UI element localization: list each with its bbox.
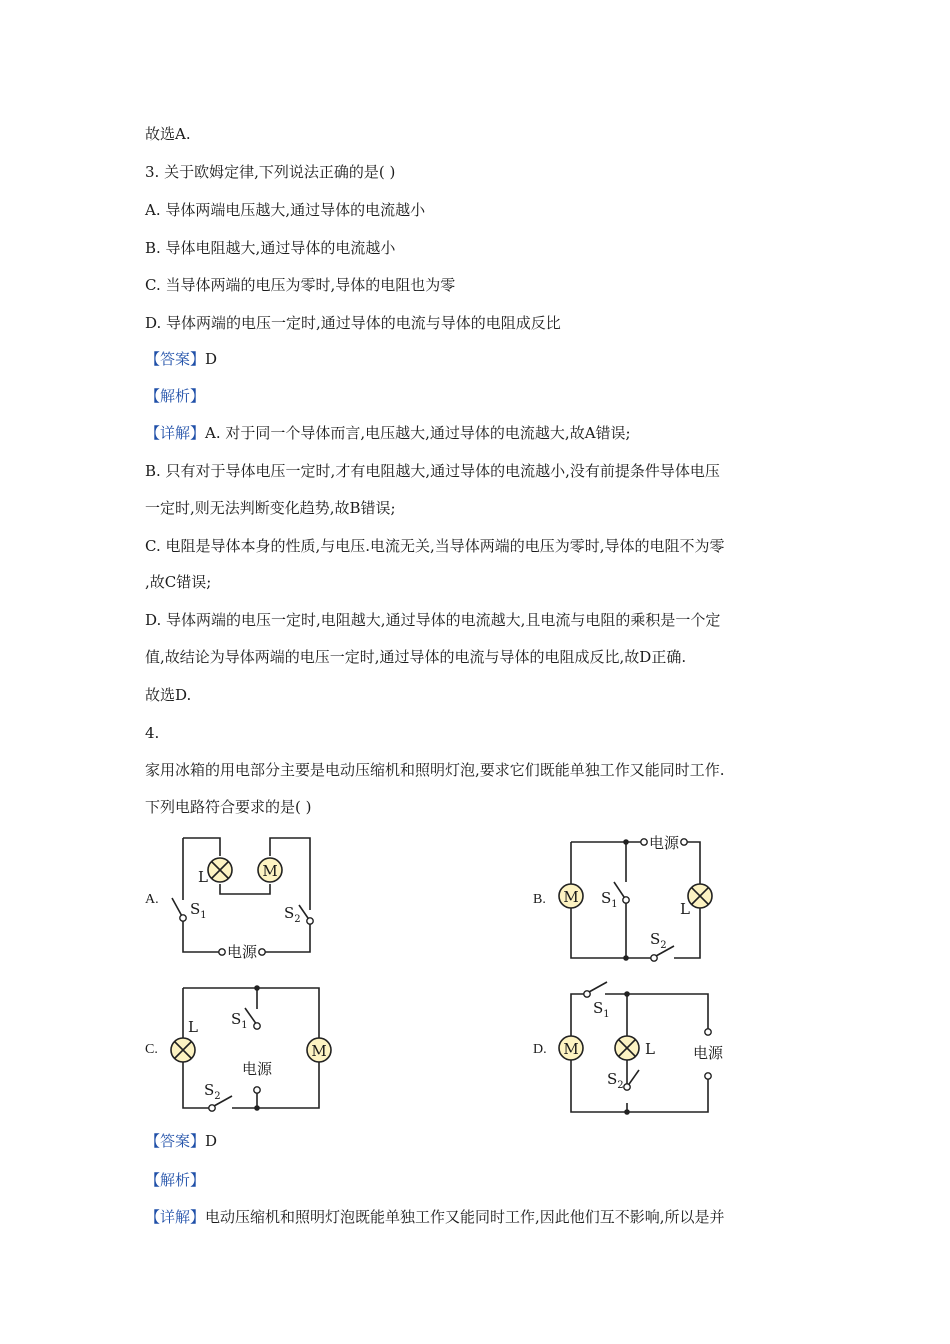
lamp-label: L bbox=[188, 1018, 198, 1036]
option-a: A. 导体两端电压越大,通过导体的电流越小 bbox=[145, 201, 426, 219]
answer-2 bbox=[145, 1131, 217, 1151]
answer-value: D bbox=[205, 350, 218, 368]
switch-1-letter: S bbox=[593, 999, 604, 1017]
detail-c-1: C. 电阻是导体本身的性质,与电压.电流无关,当导体两端的电压为零时,导体的电阻不为零 bbox=[145, 537, 725, 555]
power-label: 电源 bbox=[692, 1044, 724, 1062]
switch-2-sub: 2 bbox=[294, 914, 301, 925]
question-3: 3. 关于欧姆定律,下列说法正确的是( ) bbox=[145, 163, 396, 181]
question-4-text-2: 下列电路符合要求的是( ) bbox=[145, 798, 312, 816]
motor-label: M bbox=[563, 1040, 579, 1058]
switch-1-sub: 1 bbox=[241, 1020, 248, 1031]
question-4-text-1: 家用冰箱的用电部分主要是电动压缩机和照明灯泡,要求它们既能单独工作又能同时工作. bbox=[145, 761, 725, 779]
analysis-tag-2 bbox=[145, 1170, 205, 1190]
text-line: 故选A. bbox=[145, 125, 191, 143]
switch-2-label bbox=[607, 1070, 624, 1091]
detail-text: 电动压缩机和照明灯泡既能单独工作又能同时工作,因此他们互不影响,所以是并 bbox=[205, 1208, 725, 1226]
detail-tag: 【详解】 bbox=[145, 424, 206, 442]
analysis-label: 【解析】 bbox=[145, 387, 206, 405]
motor-label: M bbox=[563, 888, 579, 906]
switch-1-sub: 1 bbox=[611, 899, 618, 910]
switch-2-sub: 2 bbox=[214, 1091, 221, 1102]
conclusion: 故选D. bbox=[145, 686, 192, 704]
switch-1-letter: S bbox=[601, 889, 612, 907]
detail-b-1: B. 只有对于导体电压一定时,才有电阻越大,通过导体的电流越小,没有前提条件导体电压 bbox=[145, 462, 720, 480]
option-d: D. 导体两端的电压一定时,通过导体的电流与导体的电阻成反比 bbox=[145, 314, 561, 332]
switch-2-letter: S bbox=[650, 930, 661, 948]
detail-d-1: D. 导体两端的电压一定时,电阻越大,通过导体的电流越大,且电流与电阻的乘积是一个定 bbox=[145, 611, 721, 629]
switch-1-sub: 1 bbox=[603, 1009, 610, 1020]
motor-icon bbox=[559, 1036, 583, 1060]
detail-d-2: 值,故结论为导体两端的电压一定时,通过导体的电流与导体的电阻成反比,故D正确. bbox=[145, 648, 687, 666]
power-label: 电源 bbox=[648, 834, 680, 852]
lamp-icon bbox=[615, 1036, 639, 1060]
lamp-label: L bbox=[680, 900, 690, 918]
switch-2-letter: S bbox=[607, 1070, 618, 1088]
motor-label: M bbox=[311, 1042, 327, 1060]
detail-b-2: 一定时,则无法判断变化趋势,故B错误; bbox=[145, 499, 396, 517]
switch-1-label bbox=[593, 999, 610, 1020]
figure-d-caption: D. bbox=[533, 1042, 547, 1057]
switch-1-sub: 1 bbox=[200, 910, 207, 921]
option-b: B. 导体电阻越大,通过导体的电流越小 bbox=[145, 239, 396, 257]
switch-2-sub: 2 bbox=[617, 1080, 624, 1091]
answer-value: D bbox=[205, 1132, 218, 1150]
detail-text: A. 对于同一个导体而言,电压越大,通过导体的电流越大,故A错误; bbox=[205, 424, 631, 442]
switch-1-letter: S bbox=[190, 900, 201, 918]
question-4-number: 4. bbox=[145, 724, 160, 742]
switch-1-letter: S bbox=[231, 1010, 242, 1028]
detail-2 bbox=[145, 1207, 725, 1227]
lamp-label: L bbox=[645, 1040, 655, 1058]
switch-2-letter: S bbox=[204, 1081, 215, 1099]
answer-tag: 【答案】 bbox=[145, 350, 206, 368]
figure-a-caption: A. bbox=[145, 892, 159, 907]
power-label: 电源 bbox=[226, 943, 258, 961]
option-c: C. 当导体两端的电压为零时,导体的电阻也为零 bbox=[145, 276, 456, 294]
figure-b-caption: B. bbox=[533, 892, 546, 907]
detail-tag: 【详解】 bbox=[145, 1208, 206, 1226]
answer-tag: 【答案】 bbox=[145, 1132, 206, 1150]
detail-c-2: ,故C错误; bbox=[145, 573, 212, 591]
switch-2-letter: S bbox=[284, 904, 295, 922]
analysis-label: 【解析】 bbox=[145, 1171, 206, 1189]
figure-c-caption: C. bbox=[145, 1042, 158, 1057]
power-label: 电源 bbox=[241, 1060, 273, 1078]
motor-label: M bbox=[262, 862, 278, 880]
lamp-label: L bbox=[198, 868, 208, 886]
switch-2-sub: 2 bbox=[660, 940, 667, 951]
